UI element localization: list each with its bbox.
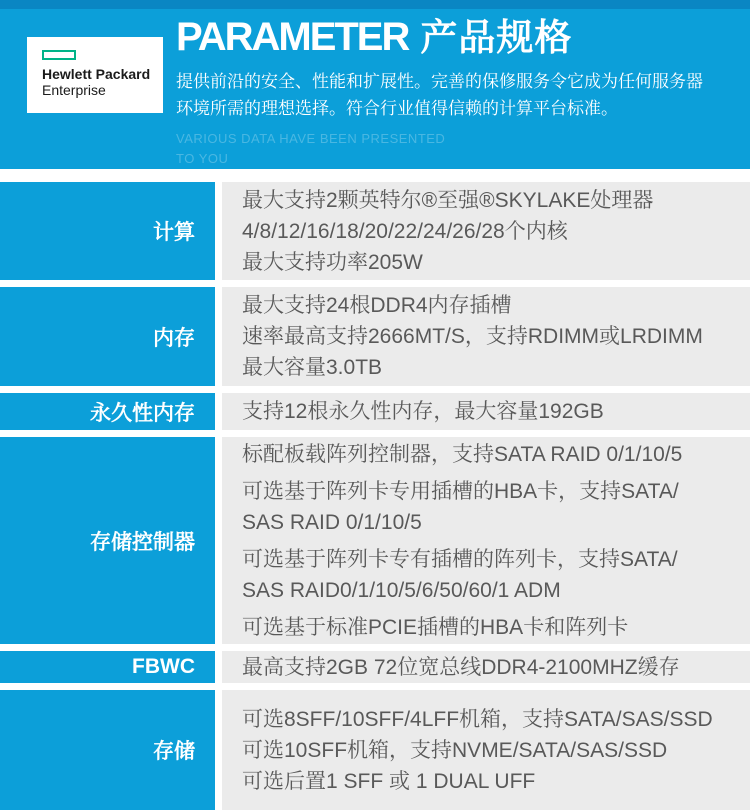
spec-content-memory <box>222 287 750 386</box>
spec-row-storage <box>0 690 750 810</box>
spec-content-compute <box>222 182 750 280</box>
spec-label-memory: 内存 <box>0 287 215 386</box>
spec-row-persistent-memory <box>0 393 750 430</box>
spec-line: 可选10SFF机箱，支持NVME/SATA/SAS/SSD <box>242 738 668 762</box>
spec-line: 可选基于标准PCIE插槽的HBA卡和阵列卡 <box>242 615 629 639</box>
spec-line: SAS RAID0/1/10/5/6/50/60/1 ADM <box>242 578 561 602</box>
spec-paragraph <box>242 439 740 470</box>
logo-text-line1: Hewlett Packard <box>42 66 151 82</box>
tagline-line: TO YOU <box>176 151 229 166</box>
spec-row-storage-controller <box>0 437 750 644</box>
spec-line: 可选8SFF/10SFF/4LFF机箱，支持SATA/SAS/SSD <box>242 707 713 731</box>
spec-row-memory <box>0 287 750 386</box>
hpe-logo-mark-icon <box>42 50 76 60</box>
spec-line: 可选基于阵列卡专有插槽的阵列卡，支持SATA/ <box>242 547 678 571</box>
subtitle-line: 提供前沿的安全、性能和扩展性。完善的保修服务令它成为任何服务器 <box>176 72 703 91</box>
spec-content-storage <box>222 690 750 810</box>
spec-content-fbwc <box>222 651 750 683</box>
spec-content-storage-controller <box>222 437 750 644</box>
spec-line: 支持12根永久性内存，最大容量192GB <box>242 400 604 423</box>
spec-paragraph <box>242 476 740 538</box>
spec-label-storage: 存储 <box>0 690 215 810</box>
header-tagline <box>176 129 750 169</box>
spec-line: 最大容量3.0TB <box>242 356 383 379</box>
spec-line: 最大支持功率205W <box>242 250 423 274</box>
spec-label-persistent-memory: 永久性内存 <box>0 393 215 430</box>
spec-paragraph <box>242 612 740 643</box>
title-english: PARAMETER <box>176 15 409 59</box>
tagline-line: VARIOUS DATA HAVE BEEN PRESENTED <box>176 131 446 146</box>
subtitle-line: 环境所需的理想选择。符合行业值得信赖的计算平台标准。 <box>176 99 618 118</box>
spec-row-compute <box>0 182 750 280</box>
spec-line: 可选基于阵列卡专用插槽的HBA卡，支持SATA/ <box>242 479 679 503</box>
spec-paragraph <box>242 544 740 606</box>
spec-label-compute: 计算 <box>0 182 215 280</box>
spec-row-fbwc <box>0 651 750 683</box>
spec-content-persistent-memory <box>222 393 750 430</box>
spec-label-fbwc: FBWC <box>0 651 215 683</box>
spec-line: 可选后置1 SFF 或 1 DUAL UFF <box>242 769 536 793</box>
spec-table <box>0 182 750 810</box>
spec-line: 4/8/12/16/18/20/22/24/26/28个内核 <box>242 219 568 243</box>
page-header <box>0 0 750 169</box>
header-subtitle <box>176 68 750 122</box>
top-accent-bar <box>0 0 750 9</box>
hpe-logo <box>27 37 163 113</box>
spec-label-storage-controller: 存储控制器 <box>0 437 215 644</box>
page-title <box>176 15 750 60</box>
spec-line: 最大支持2颗英特尔®至强®SKYLAKE处理器 <box>242 188 654 212</box>
spec-line: 最大支持24根DDR4内存插槽 <box>242 294 512 317</box>
header-main <box>176 15 750 169</box>
spec-line: 最高支持2GB 72位宽总线DDR4-2100MHZ缓存 <box>242 655 680 679</box>
spec-line: SAS RAID 0/1/10/5 <box>242 510 422 534</box>
title-chinese: 产品规格 <box>420 17 573 58</box>
logo-text-line2: Enterprise <box>42 82 106 98</box>
spec-line: 速率最高支持2666MT/S，支持RDIMM或LRDIMM <box>242 325 703 348</box>
spec-line: 标配板载阵列控制器，支持SATA RAID 0/1/10/5 <box>242 442 683 466</box>
